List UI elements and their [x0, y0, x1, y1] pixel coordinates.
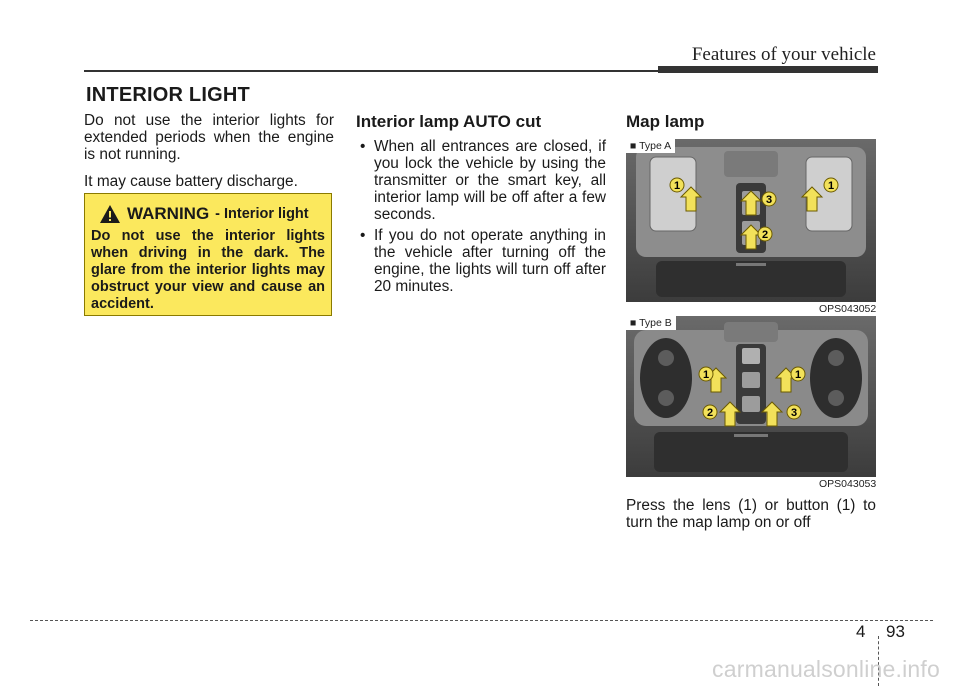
marker-2: [703, 405, 717, 419]
svg-text:3: 3: [765, 194, 773, 206]
warning-triangle-icon: [99, 204, 121, 224]
marker-3: [762, 192, 776, 206]
marker-1-right: [824, 178, 838, 192]
svg-text:1: 1: [673, 180, 681, 192]
svg-text:1: 1: [702, 369, 710, 381]
svg-text:1: 1: [827, 180, 835, 192]
map-lamp-description: Press the lens (1) or button (1) to turn the map lamp on or off: [626, 497, 876, 531]
type-a-label: ■ Type A: [626, 139, 675, 153]
type-b-illustration: [626, 316, 876, 477]
svg-text:3: 3: [790, 407, 798, 419]
map-lamp-type-b-image: [626, 316, 876, 477]
chapter-number: 4: [856, 622, 866, 641]
watermark: carmanualsonline.info: [712, 656, 940, 682]
page-number: 93: [886, 622, 905, 641]
list-item: • If you do not operate anything in the vehicle after turning off the engine, the lights will turn off after 20 minutes.: [356, 227, 606, 295]
header-rule-bold: [658, 66, 878, 73]
marker-3: [787, 405, 801, 419]
svg-text:1: 1: [794, 369, 802, 381]
auto-cut-list: [356, 138, 606, 299]
marker-1-left: [670, 178, 684, 192]
svg-text:2: 2: [706, 407, 714, 419]
map-lamp-heading: Map lamp: [626, 112, 705, 131]
warning-header: [99, 204, 309, 224]
svg-text:2: 2: [761, 229, 769, 241]
marker-1-left: [699, 367, 713, 381]
type-a-code: OPS043052: [816, 302, 879, 316]
map-lamp-type-a-image: [626, 139, 876, 302]
warning-body: Do not use the interior lights when driving in the dark. The glare from the interior lights may obstruct your view and cause an accident.: [91, 228, 325, 312]
warning-label: WARNING: [127, 204, 210, 223]
footer-rule: [30, 620, 933, 621]
header-rule: [84, 70, 660, 72]
warning-subtitle: - Interior light: [215, 206, 309, 222]
marker-1-right: [791, 367, 805, 381]
section-title: INTERIOR LIGHT: [86, 84, 250, 106]
auto-cut-heading: Interior lamp AUTO cut: [356, 112, 542, 131]
warning-box: [84, 193, 332, 316]
type-b-code: OPS043053: [816, 477, 879, 491]
marker-2: [758, 227, 772, 241]
list-item: • When all entrances are closed, if you lock the vehicle by using the transmitter or the smart key, all interior lamp will be off after a few seconds.: [356, 138, 606, 223]
chapter-header: Features of your vehicle: [691, 44, 876, 65]
intro-text: [84, 112, 334, 200]
intro-paragraph-1: Do not use the interior lights for extended periods when the engine is not running.: [84, 112, 334, 163]
intro-paragraph-2: It may cause battery discharge.: [84, 173, 298, 190]
type-b-label: ■ Type B: [626, 316, 676, 330]
type-a-illustration: [626, 139, 876, 302]
